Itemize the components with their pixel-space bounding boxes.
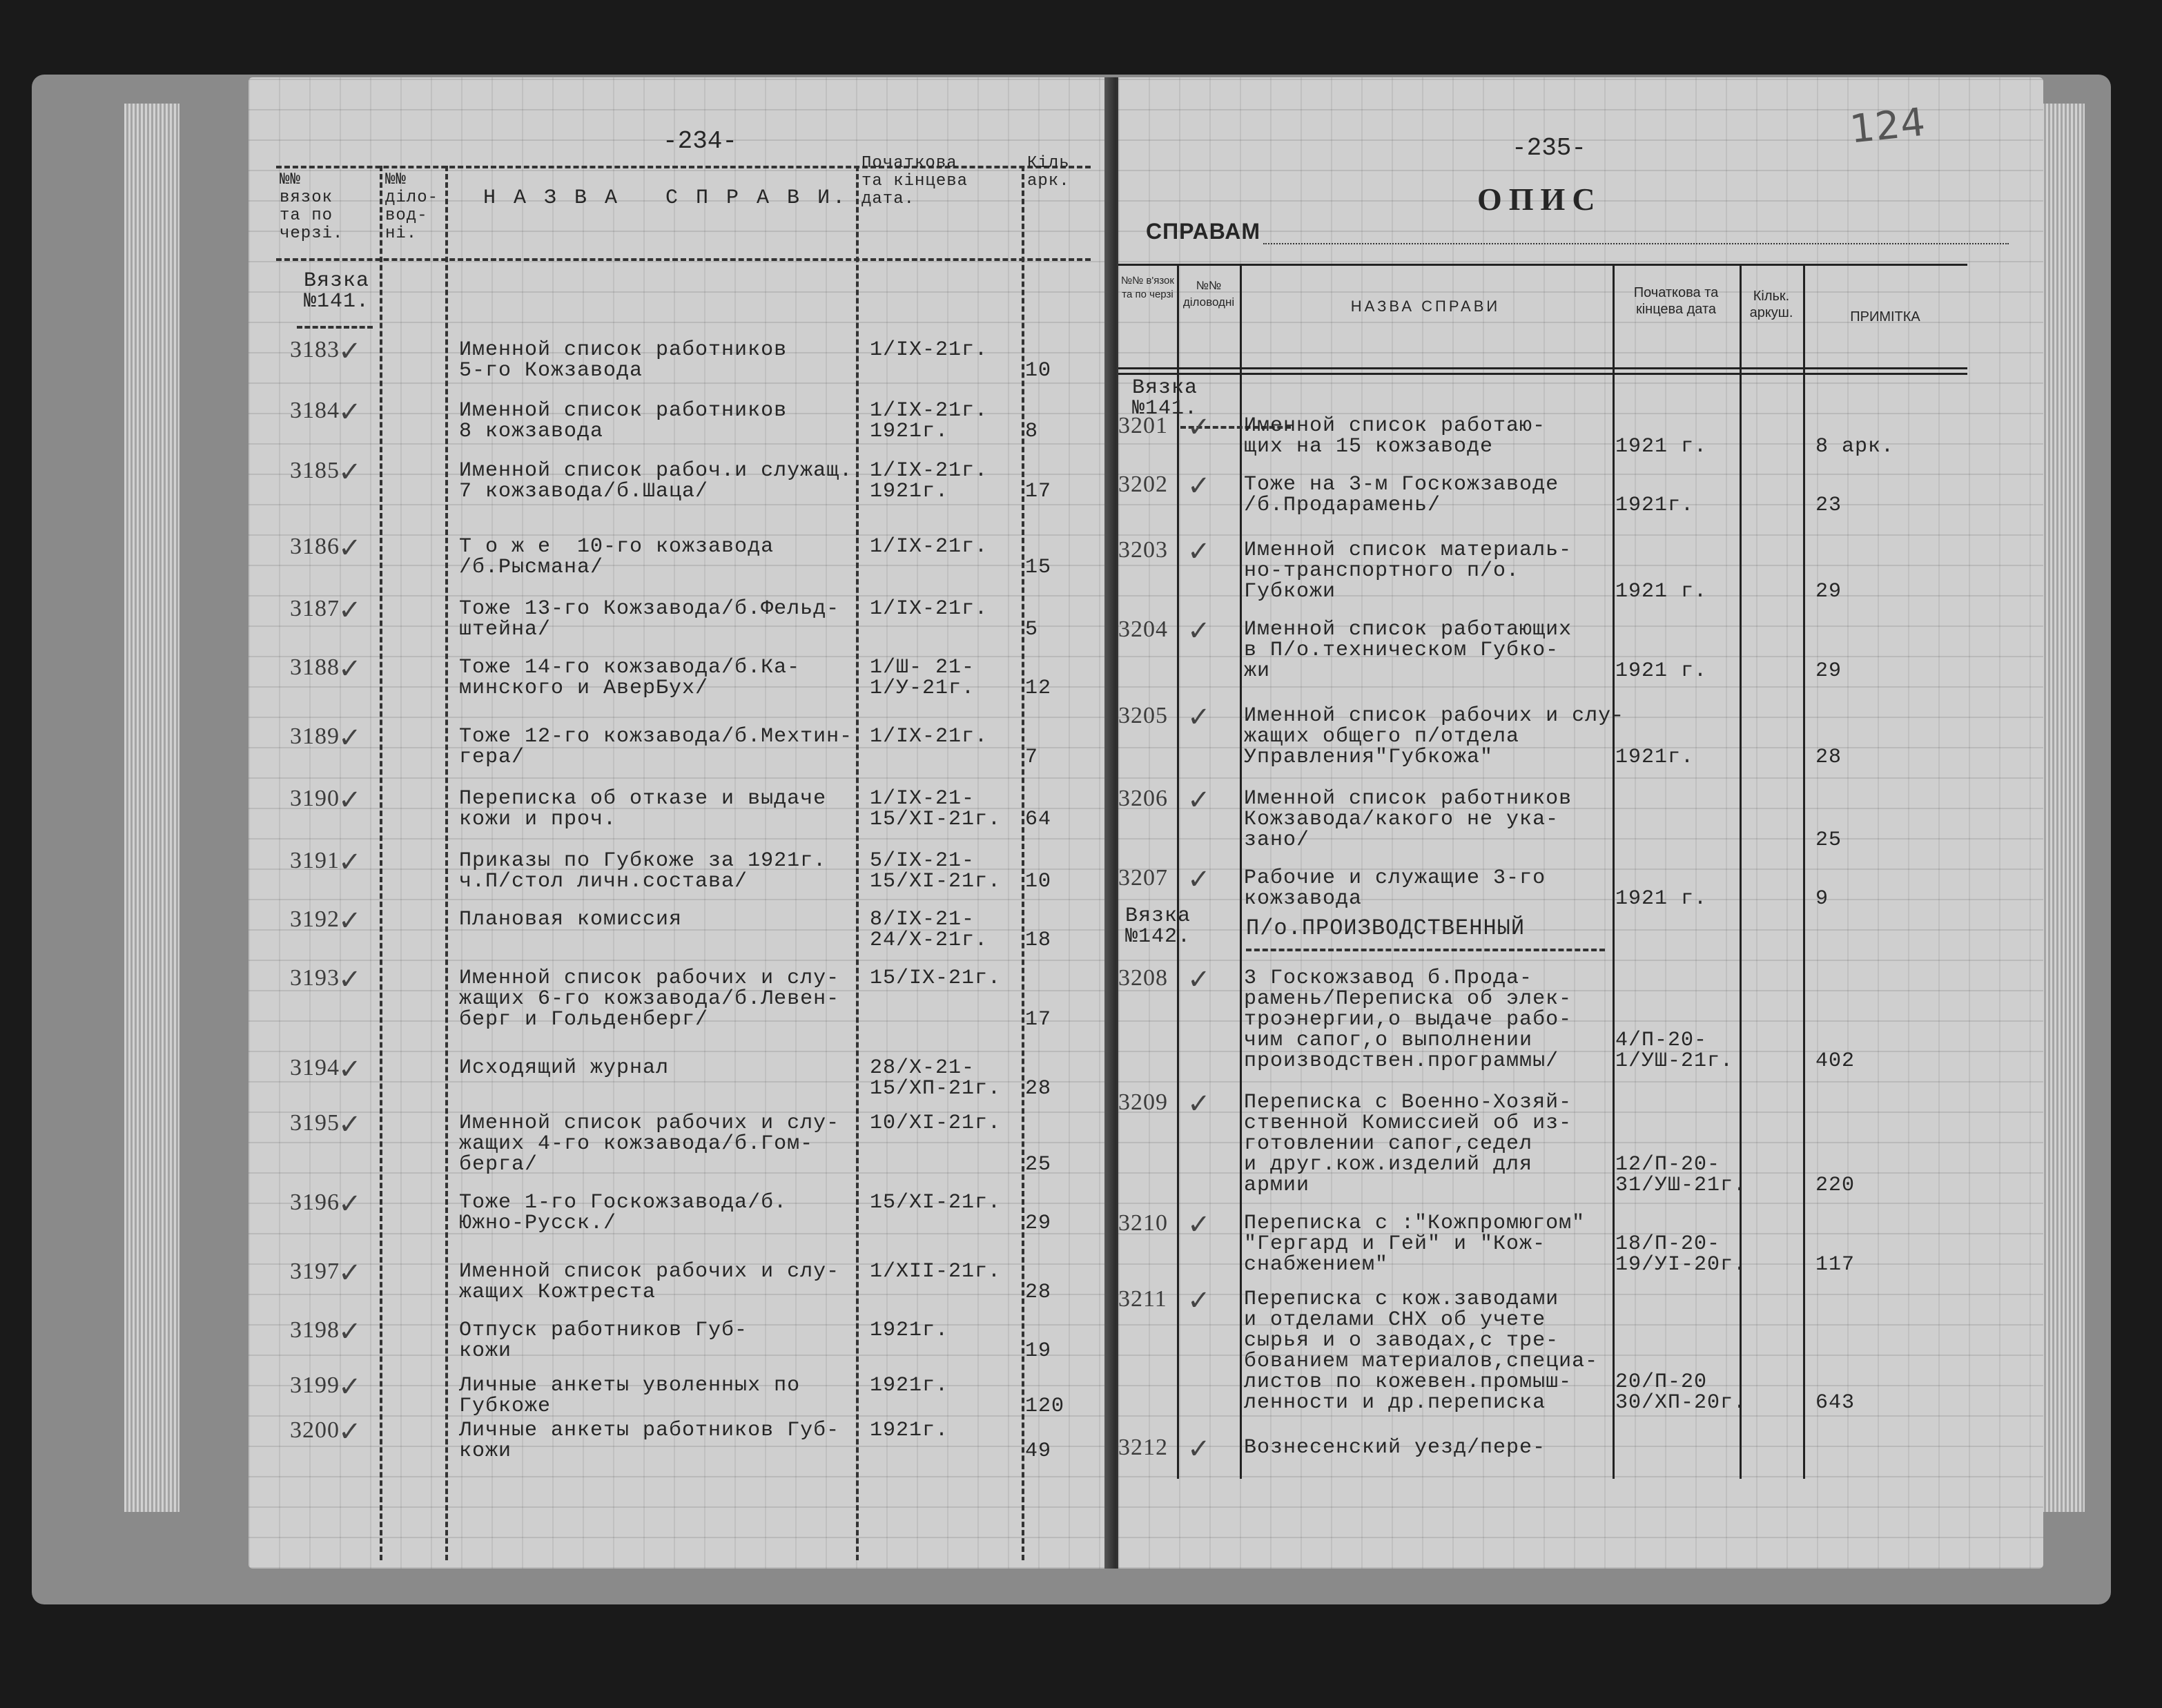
check-mark-icon: ✓ — [338, 846, 362, 878]
case-name: Переписка об отказе и выдаче кожи и проч. — [459, 787, 827, 831]
case-dates: 1921 г. — [1615, 887, 1708, 911]
case-number: 3185 — [290, 458, 340, 483]
sheet-count: 25 — [1025, 1153, 1052, 1176]
header-sheet-count: Кіль арк. — [1027, 154, 1070, 191]
page-title: ОПИС — [1477, 182, 1602, 217]
sheet-count: 5 — [1025, 618, 1039, 641]
sheet-count: 9 — [1815, 887, 1829, 911]
case-dates: 1/IX-21г. 1921г. — [870, 459, 989, 503]
case-name: Плановая комиссия — [459, 908, 683, 931]
case-dates: 28/X-21- 15/ХП-21г. — [870, 1056, 1002, 1100]
header-bottom-rule — [276, 258, 1091, 261]
sheet-count: 17 — [1025, 1008, 1052, 1031]
check-mark-icon: ✓ — [1187, 470, 1211, 502]
case-number: 3206 — [1118, 786, 1168, 811]
header-bundle-number: №№ в'язок та по черзі — [1121, 275, 1174, 300]
case-number: 3203 — [1118, 537, 1168, 563]
header-office-number: №№ діловодні — [1182, 279, 1235, 309]
check-mark-icon: ✓ — [1187, 1433, 1211, 1465]
sheet-count: 18 — [1025, 929, 1052, 952]
bundle-label-2: Вязка №142. — [1125, 904, 1191, 949]
check-mark-icon: ✓ — [338, 1371, 362, 1403]
check-mark-icon: ✓ — [338, 784, 362, 816]
bundle-label: Вязка №141. — [304, 269, 370, 313]
check-mark-icon: ✓ — [338, 1054, 362, 1085]
case-name: Именной список работающих в П/о.техническом Губко- жи — [1244, 618, 1572, 683]
case-number: 3187 — [290, 596, 340, 621]
case-dates: 1/IX-21г. — [870, 535, 989, 559]
case-name: Именной список рабочих и слу- жащих общего п/отдела Управления"Губкожа" — [1244, 704, 1625, 769]
check-mark-icon: ✓ — [338, 396, 362, 428]
case-name: Переписка с Военно-Хозяй- ственной Комиссией об из- готовлении сапог,седел и друг.кож.изделий для армии — [1244, 1091, 1572, 1197]
column-divider — [1240, 264, 1242, 1479]
section-heading: П/о.ПРОИЗВОДСТВЕННЫЙ — [1246, 915, 1526, 941]
case-name: Именной список рабочих и слу- жащих Кожтреста — [459, 1260, 840, 1304]
header-dates: Початкова та кінцева дата — [1633, 285, 1719, 317]
case-dates: 1921 г. — [1615, 435, 1708, 458]
case-dates: 10/XI-21г. — [870, 1112, 1002, 1135]
case-name: Именной список работаю- щих на 15 кожзаводе — [1244, 414, 1546, 458]
header-sheet-count: Кільк. аркуш. — [1749, 289, 1793, 320]
page-number: -235- — [1512, 134, 1587, 162]
header-case-name: Н А З В А С П Р А В И. — [483, 186, 848, 210]
case-dates: 20/П-20 30/ХП-20г. — [1615, 1370, 1747, 1415]
sheet-count: 643 — [1815, 1391, 1856, 1415]
column-divider — [1177, 264, 1179, 1479]
case-number: 3196 — [290, 1190, 340, 1215]
case-dates: 5/IX-21- 15/XI-21г. — [870, 849, 1002, 893]
header-notes: ПРИМІТКА — [1850, 309, 1920, 324]
case-dates: 1/IX-21г. — [870, 338, 989, 362]
bundle-label: Вязка №141. — [1132, 376, 1198, 420]
case-name: Именной список работников 5-го Кожзавода — [459, 338, 788, 382]
case-number: 3197 — [290, 1259, 340, 1284]
sheet-count: 17 — [1025, 480, 1052, 503]
check-mark-icon: ✓ — [338, 964, 362, 996]
case-dates: 1921 г. — [1615, 580, 1708, 603]
column-divider — [1022, 166, 1024, 1560]
check-mark-icon: ✓ — [1187, 411, 1211, 443]
case-name: Т о ж е 10-го кожзавода /б.Рысмана/ — [459, 535, 775, 579]
sheet-count: 28 — [1025, 1077, 1052, 1100]
check-mark-icon: ✓ — [338, 1257, 362, 1289]
case-name: Тоже 13-го Кожзавода/б.Фельд- штейна/ — [459, 597, 840, 641]
case-number: 3209 — [1118, 1089, 1168, 1115]
sheet-count: 8 — [1025, 420, 1039, 443]
case-dates: 15/XI-21г. — [870, 1191, 1002, 1214]
case-name: Именной список материаль- но-транспортного п/о. Губкожи — [1244, 538, 1572, 603]
check-mark-icon: ✓ — [1187, 1285, 1211, 1317]
column-divider — [445, 166, 448, 1560]
column-divider — [1740, 264, 1742, 1479]
case-dates: 1/IX-21г. — [870, 597, 989, 621]
sheet-count: 64 — [1025, 808, 1052, 831]
subtitle-line — [1263, 243, 2009, 244]
sheet-count: 23 — [1815, 494, 1842, 517]
check-mark-icon: ✓ — [338, 722, 362, 754]
case-number: 3212 — [1118, 1435, 1168, 1460]
column-divider — [1803, 264, 1805, 1479]
check-mark-icon: ✓ — [1187, 864, 1211, 895]
case-dates: 1/IX-21г. 1921г. — [870, 399, 989, 443]
case-name: Личные анкеты уволенных по Губкоже — [459, 1374, 801, 1418]
sheet-count: 10 — [1025, 870, 1052, 893]
case-dates: 1921г. — [870, 1374, 949, 1397]
left-page-edges — [124, 104, 179, 1512]
case-name: Приказы по Губкоже за 1921г. ч.П/стол личн.состава/ — [459, 849, 827, 893]
case-number: 3193 — [290, 965, 340, 991]
case-name: Тоже 14-го кожзавода/б.Ка- минского и АверБух/ — [459, 656, 801, 700]
check-mark-icon: ✓ — [338, 1416, 362, 1448]
case-name: Переписка с кож.заводами и отделами СНХ об учете сырья и о заводах,с тре- бованием материалов,специа- листов по кожевен.промыш- ленности и др.переписка — [1244, 1288, 1599, 1415]
case-dates: 12/П-20- 31/УШ-21г. — [1615, 1153, 1747, 1197]
sheet-count: 117 — [1815, 1253, 1856, 1277]
check-mark-icon: ✓ — [1187, 784, 1211, 816]
sheet-count: 8 арк. — [1815, 435, 1895, 458]
table-header-rule-2 — [1118, 373, 1967, 375]
case-number: 3188 — [290, 654, 340, 680]
page-subtitle: СПРАВАМ — [1146, 219, 1261, 244]
sheet-count: 29 — [1025, 1212, 1052, 1235]
check-mark-icon: ✓ — [1187, 964, 1211, 996]
case-number: 3204 — [1118, 617, 1168, 642]
header-case-name: НАЗВА СПРАВИ — [1350, 298, 1501, 315]
header-office-number: №№ діло- вод- ні. — [385, 171, 439, 243]
sheet-count: 29 — [1815, 659, 1842, 683]
case-number: 3211 — [1118, 1286, 1167, 1312]
sheet-count: 19 — [1025, 1339, 1052, 1363]
case-dates: 18/П-20- 19/УI-20г. — [1615, 1232, 1747, 1277]
section-underline — [1246, 949, 1605, 951]
sheet-count: 120 — [1025, 1395, 1065, 1418]
header-bundle-number: №№ вязок та по черзі. — [280, 171, 344, 243]
sheet-count: 10 — [1025, 359, 1052, 382]
check-mark-icon: ✓ — [338, 336, 362, 367]
case-name: Тоже 12-го кожзавода/б.Мехтин- гера/ — [459, 725, 853, 769]
case-number: 3208 — [1118, 965, 1168, 991]
case-number: 3190 — [290, 786, 340, 811]
header-top-rule — [276, 166, 1091, 168]
sheet-count: 12 — [1025, 677, 1052, 700]
case-name: Вознесенский уезд/пере- — [1244, 1436, 1546, 1459]
check-mark-icon: ✓ — [338, 594, 362, 626]
case-name: Именной список рабочих и слу- жащих 6-го кожзавода/б.Левен- берг и Гольденберг/ — [459, 967, 840, 1031]
case-dates: 1921г. — [1615, 494, 1695, 517]
right-page — [1118, 77, 2043, 1569]
case-dates: 1/IX-21- 15/XI-21г. — [870, 787, 1002, 831]
case-name: Исходящий журнал — [459, 1056, 670, 1080]
case-number: 3200 — [290, 1417, 340, 1443]
case-dates: 15/IX-21г. — [870, 967, 1002, 990]
case-number: 3189 — [290, 724, 340, 749]
sheet-count: 49 — [1025, 1439, 1052, 1463]
case-number: 3186 — [290, 534, 340, 559]
check-mark-icon: ✓ — [1187, 701, 1211, 733]
sheet-count: 7 — [1025, 746, 1039, 769]
check-mark-icon: ✓ — [338, 905, 362, 937]
case-number: 3191 — [290, 848, 340, 873]
check-mark-icon: ✓ — [338, 456, 362, 488]
bundle-underline — [297, 326, 373, 329]
check-mark-icon: ✓ — [1187, 615, 1211, 647]
check-mark-icon: ✓ — [1187, 1088, 1211, 1120]
check-mark-icon: ✓ — [338, 1109, 362, 1141]
page-number: -234- — [663, 127, 738, 155]
case-dates: 1/IX-21г. — [870, 725, 989, 748]
case-name: Рабочие и служащие 3-го кожзавода — [1244, 866, 1546, 911]
check-mark-icon: ✓ — [338, 1188, 362, 1220]
check-mark-icon: ✓ — [1187, 536, 1211, 567]
case-dates: 1921г. — [870, 1319, 949, 1342]
case-name: Личные анкеты работников Губ- кожи — [459, 1419, 840, 1463]
sheet-count: 15 — [1025, 556, 1052, 579]
sheet-count: 28 — [1815, 746, 1842, 769]
case-name: Переписка с :"Кожпромюгом" "Гергард и Гей" и "Кож- снабжением" — [1244, 1212, 1586, 1277]
sheet-count: 25 — [1815, 828, 1842, 852]
case-name: Тоже на 3-м Госкожзаводе /б.Продарамень/ — [1244, 473, 1559, 517]
case-name: 3 Госкожзавод б.Прода- рамень/Переписка об элек- троэнергии,о выдаче рабо- чим сапог,о выполнении производствен.программы/ — [1244, 967, 1572, 1073]
check-mark-icon: ✓ — [338, 532, 362, 564]
sheet-count: 29 — [1815, 580, 1842, 603]
case-number: 3192 — [290, 906, 340, 932]
check-mark-icon: ✓ — [1187, 1209, 1211, 1241]
case-dates: 1921г. — [870, 1419, 949, 1442]
sheet-count: 402 — [1815, 1049, 1856, 1073]
case-dates: 1921г. — [1615, 746, 1695, 769]
case-name: Тоже 1-го Госкожзавода/б. Южно-Русск./ — [459, 1191, 788, 1235]
column-divider — [1613, 264, 1615, 1479]
table-top-rule — [1118, 264, 1967, 266]
header-dates: Початкова та кінцева дата. — [861, 154, 968, 208]
case-dates: 8/IX-21- 24/X-21г. — [870, 908, 989, 952]
case-dates: 1/Ш- 21- 1/У-21г. — [870, 656, 975, 700]
column-divider — [380, 166, 382, 1560]
case-number: 3202 — [1118, 472, 1168, 497]
sheet-count: 220 — [1815, 1174, 1856, 1197]
case-dates: 1921 г. — [1615, 659, 1708, 683]
check-mark-icon: ✓ — [338, 653, 362, 685]
case-dates: 4/П-20- 1/УШ-21г. — [1615, 1029, 1734, 1073]
case-name: Отпуск работников Губ- кожи — [459, 1319, 748, 1363]
case-number: 3201 — [1118, 413, 1168, 438]
case-name: Именной список рабоч.и служащ. 7 кожзавода/б.Шаца/ — [459, 459, 853, 503]
case-name: Именной список работников Кожзавода/какого не ука- зано/ — [1244, 787, 1572, 852]
case-number: 3207 — [1118, 865, 1168, 891]
column-divider — [856, 166, 859, 1560]
check-mark-icon: ✓ — [338, 1316, 362, 1348]
case-number: 3205 — [1118, 703, 1168, 728]
case-name: Именной список рабочих и слу- жащих 4-го кожзавода/б.Гом- берга/ — [459, 1112, 840, 1176]
case-number: 3183 — [290, 337, 340, 362]
case-number: 3195 — [290, 1110, 340, 1136]
case-number: 3210 — [1118, 1210, 1168, 1236]
case-number: 3184 — [290, 398, 340, 423]
sheet-count: 28 — [1025, 1281, 1052, 1304]
case-number: 3194 — [290, 1055, 340, 1080]
table-header-rule — [1118, 367, 1967, 369]
case-number: 3198 — [290, 1317, 340, 1343]
folio-mark: 124 — [1847, 99, 1928, 153]
case-dates: 1/XII-21г. — [870, 1260, 1002, 1283]
case-name: Именной список работников 8 кожзавода — [459, 399, 788, 443]
case-number: 3199 — [290, 1372, 340, 1398]
left-page — [249, 77, 1111, 1569]
